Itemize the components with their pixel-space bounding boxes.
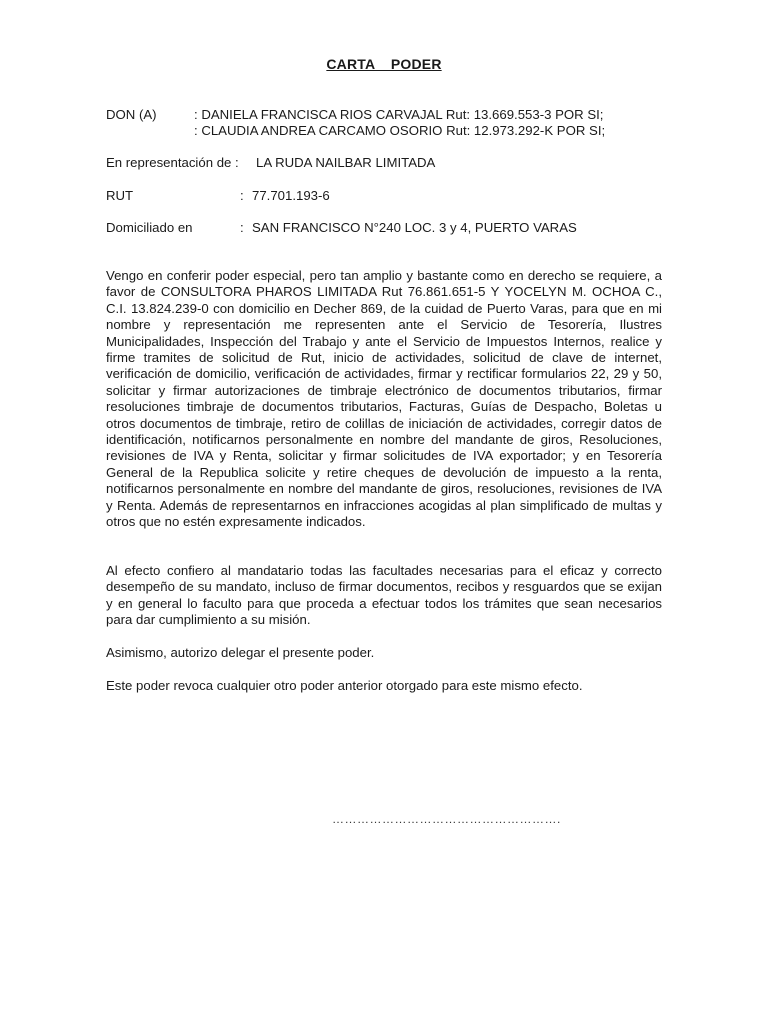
don-line-2: : CLAUDIA ANDREA CARCAMO OSORIO Rut: 12.973.292-K POR SI;: [194, 123, 606, 138]
representacion-label: En representación de :: [106, 155, 239, 170]
representacion-value: LA RUDA NAILBAR LIMITADA: [256, 155, 436, 170]
don-line-1: : DANIELA FRANCISCA RIOS CARVAJAL Rut: 13.669.553-3 POR SI;: [194, 107, 604, 122]
domicilio-colon: :: [240, 220, 244, 235]
rut-colon: :: [240, 188, 244, 203]
rut-value: 77.701.193-6: [252, 188, 330, 203]
paragraph-poder: Vengo en conferir poder especial, pero tan amplio y bastante como en derecho se requiere, a favor de CONSULTORA PHAROS LIMITADA Rut 76.861.651-5 Y YOCELYN M. OCHOA C., C.I. 13.824.239-0 con domicilio en Decher 869, de la cuidad de Puerto Varas, para que en mi nombre y representación me representen ante el Servicio de Tesorería, Ilustres Municipalidades, Inspección del Trabajo y ante el Servicio de Impuestos Internos, realice y firme tramites de solicitud de Rut, inicio de actividades, solicitud de clave de internet, verificación de domicilio, verificación de actividades, firmar y rectificar formularios 22, 29 y 50, solicitar y firmar autorizaciones de timbraje electrónico de documentos tributarios, firmar resoluciones timbraje de documentos tributarios, Facturas, Guías de Despacho, Boletas u otros documentos de timbraje, retiro de colillas de iniciación de actividades, corregir datos de identificación, notificarnos personalmente en nombre del mandante de giros, Resoluciones, revisiones de IVA y Renta, solicitar y firmar solicitudes de IVA exportador; y en Tesorería General de la Republica solicite y retire cheques de devolución de impuesto a la renta, notificarnos personalmente en nombre del mandante de giros, resoluciones, revisiones de IVA y Renta. Además de representarnos en infracciones acogidas al plan simplificado de multas y otros que no estén expresamente indicados.: [106, 268, 662, 530]
paragraph-facultades: Al efecto confiero al mandatario todas las facultades necesarias para el eficaz y correcto desempeño de su mandato, incluso de firmar documentos, recibos y resguardos que se exijan y en general lo faculto para que proceda a efectuar todos los trámites que sean necesarios para dar cumplimiento a su misión.: [106, 563, 662, 628]
rut-label: RUT: [106, 188, 134, 203]
domicilio-value: SAN FRANCISCO N°240 LOC. 3 y 4, PUERTO VARAS: [252, 220, 577, 235]
don-label: DON (A): [106, 107, 157, 122]
signature-line: ……………………………………………….: [332, 812, 561, 826]
document-title: CARTA PODER: [326, 56, 442, 72]
paragraph-delegar: Asimismo, autorizo delegar el presente poder.: [106, 645, 375, 660]
domicilio-label: Domiciliado en: [106, 220, 193, 235]
paragraph-revoca: Este poder revoca cualquier otro poder anterior otorgado para este mismo efecto.: [106, 678, 583, 693]
